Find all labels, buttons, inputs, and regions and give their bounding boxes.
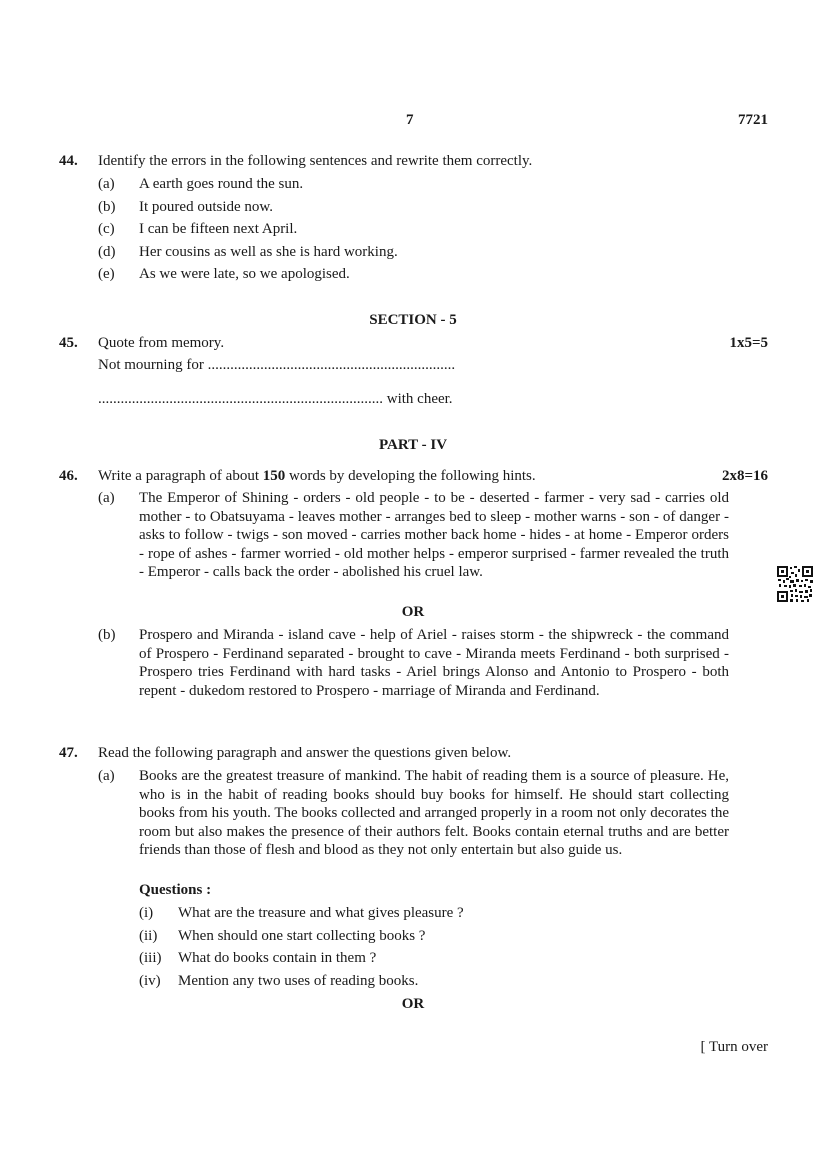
q46-prompt-after: words by developing the following hints. — [285, 468, 536, 484]
part-heading: PART - IV — [378, 437, 448, 453]
q47-option-label-a: (a) — [98, 768, 115, 784]
q47-question-label-i: (i) — [139, 905, 154, 921]
paper-code: 7721 — [738, 112, 768, 128]
q47-question-text-iv: Mention any two uses of reading books. — [178, 973, 419, 989]
q44-item-text-e: As we were late, so we apologised. — [139, 266, 350, 282]
q44-item-label-b: (b) — [98, 199, 116, 215]
questions-heading: Questions : — [139, 882, 212, 898]
qr-code-icon — [776, 565, 814, 603]
q44-item-label-e: (e) — [98, 266, 115, 282]
question-number-44: 44. — [59, 153, 78, 169]
question-46-prompt — [98, 467, 536, 486]
q44-item-text-d: Her cousins as well as she is hard working. — [139, 244, 398, 260]
question-45-prompt: Quote from memory. — [98, 335, 225, 351]
quote-line-2: ............................................................................ with cheer. — [98, 391, 453, 407]
question-44-prompt: Identify the errors in the following sentences and rewrite them correctly. — [98, 153, 533, 169]
q44-item-label-c: (c) — [98, 221, 115, 237]
page-number: 7 — [406, 112, 414, 128]
q46-option-text-a: The Emperor of Shining - orders - old people - to be - deserted - farmer - very sad - carries old mother - to Obatsuyama - leaves mother - arranges bed to sleep - mother warns - son - of danger - asks to follow - twigs - son moved - carries mother back home - hides - at home - Emperor orders - rope of ashes - farmer worried - old mother helps - emperor surprised - farmer revealed the truth - Emperor - calls back the order - abolished his cruel law. — [139, 490, 729, 580]
q47-question-label-iv: (iv) — [139, 973, 161, 989]
q47-question-label-ii: (ii) — [139, 928, 158, 944]
quote-line-1: Not mourning for .................................................................. — [98, 357, 456, 373]
q47-question-text-i: What are the treasure and what gives pleasure ? — [178, 905, 464, 921]
question-46-marks: 2x8=16 — [721, 468, 768, 484]
q46-option-text-b: Prospero and Miranda - island cave - help of Ariel - raises storm - the shipwreck - the command of Prospero - Ferdinand separated - brought to cave - Miranda meets Ferdinand - both surprised - Prospero tries Ferdinand with hard tasks - Ariel brings Alonso and Antonio to Prospero - both repent - dukedom restored to Prospero - marriage of Miranda and Ferdinand. — [139, 627, 729, 699]
section-heading: SECTION - 5 — [369, 312, 457, 328]
q46-prompt-before: Write a paragraph of about — [98, 468, 263, 484]
q46-option-label-a: (a) — [98, 490, 115, 506]
q46-word-count: 150 — [262, 468, 286, 484]
q47-question-label-iii: (iii) — [139, 950, 162, 966]
question-number-47: 47. — [59, 745, 78, 761]
q46-or-divider: OR — [401, 604, 425, 620]
q44-item-text-b: It poured outside now. — [139, 199, 274, 215]
question-number-46: 46. — [59, 468, 78, 484]
question-47-prompt: Read the following paragraph and answer the questions given below. — [98, 745, 512, 761]
q47-or-divider: OR — [401, 996, 425, 1012]
question-45-marks: 1x5=5 — [729, 335, 768, 351]
q44-item-label-a: (a) — [98, 176, 115, 192]
q44-item-text-c: I can be fifteen next April. — [139, 221, 298, 237]
question-number-45: 45. — [59, 335, 78, 351]
turn-over-note: [ Turn over — [700, 1039, 768, 1055]
q47-question-text-iii: What do books contain in them ? — [178, 950, 377, 966]
q44-item-label-d: (d) — [98, 244, 116, 260]
q47-question-text-ii: When should one start collecting books ? — [178, 928, 426, 944]
q44-item-text-a: A earth goes round the sun. — [139, 176, 304, 192]
q46-option-label-b: (b) — [98, 627, 116, 643]
q47-passage: Books are the greatest treasure of mankind. The habit of reading them is a source of pleasure. He, who is in the habit of reading books should buy books for himself. He should start collecting books from his youth. The books collected and arranged properly in a room not only decorates the room but also makes the presence of their authors felt. Books contain eternal truths and are better friends than those of flesh and blood as they not only entertain but also guide us. — [139, 768, 729, 858]
